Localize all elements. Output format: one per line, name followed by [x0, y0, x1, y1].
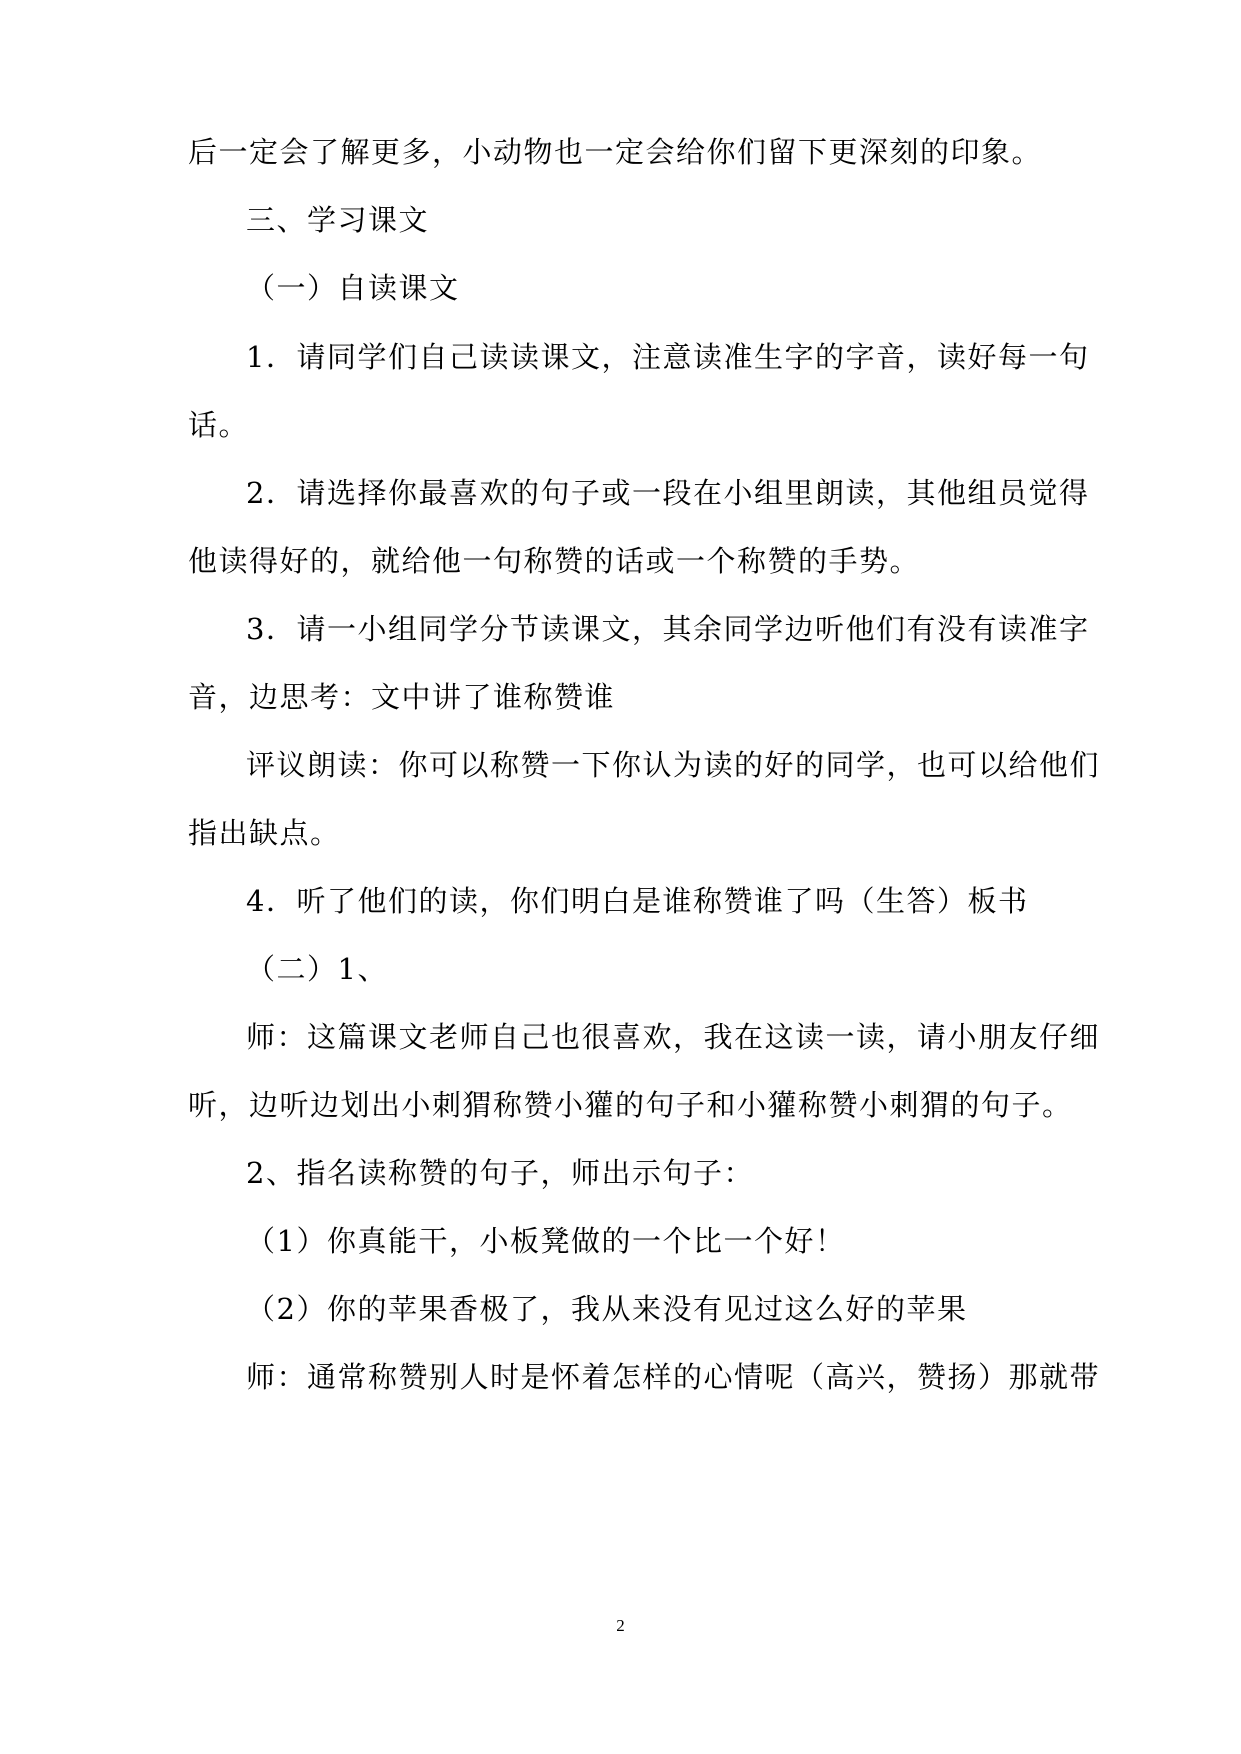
paragraph-line: 他读得好的，就给他一句称赞的话或一个称赞的手势。: [188, 544, 921, 578]
paragraph-line: 音，边思考：文中讲了谁称赞谁: [188, 680, 616, 714]
paragraph-line: 2、指名读称赞的句子，师出示句子：: [246, 1156, 754, 1190]
paragraph-line: 3．请一小组同学分节读课文，其余同学边听他们有没有读准字: [246, 612, 1090, 646]
paragraph-line: 师：这篇课文老师自己也很喜欢，我在这读一读，请小朋友仔细: [246, 1020, 1101, 1054]
paragraph-line: 4．听了他们的读，你们明白是谁称赞谁了吗（生答）板书: [246, 884, 1029, 918]
paragraph-line: 评议朗读：你可以称赞一下你认为读的好的同学，也可以给他们: [246, 748, 1101, 782]
quoted-sentence: （2）你的苹果香极了，我从来没有见过这么好的苹果: [246, 1292, 968, 1326]
page-number: 2: [616, 1616, 625, 1635]
paragraph-line: 听，边听边划出小刺猬称赞小獾的句子和小獾称赞小刺猬的句子。: [188, 1088, 1073, 1122]
paragraph-line: 师：通常称赞别人时是怀着怎样的心情呢（高兴，赞扬）那就带: [246, 1360, 1101, 1394]
quoted-sentence: （1）你真能干，小板凳做的一个比一个好！: [246, 1224, 846, 1258]
paragraph-line: 1．请同学们自己读读课文，注意读准生字的字音，读好每一句: [246, 340, 1090, 374]
paragraph-line: 2．请选择你最喜欢的句子或一段在小组里朗读，其他组员觉得: [246, 476, 1090, 510]
section-heading: 三、学习课文: [246, 203, 430, 237]
paragraph-line: 指出缺点。: [188, 816, 341, 850]
paragraph-line: 后一定会了解更多，小动物也一定会给你们留下更深刻的印象。: [188, 135, 1043, 169]
paragraph-line: 话。: [188, 408, 250, 442]
subsection-heading: （一）自读课文: [246, 271, 460, 305]
subsection-heading: （二）1、: [246, 952, 388, 986]
